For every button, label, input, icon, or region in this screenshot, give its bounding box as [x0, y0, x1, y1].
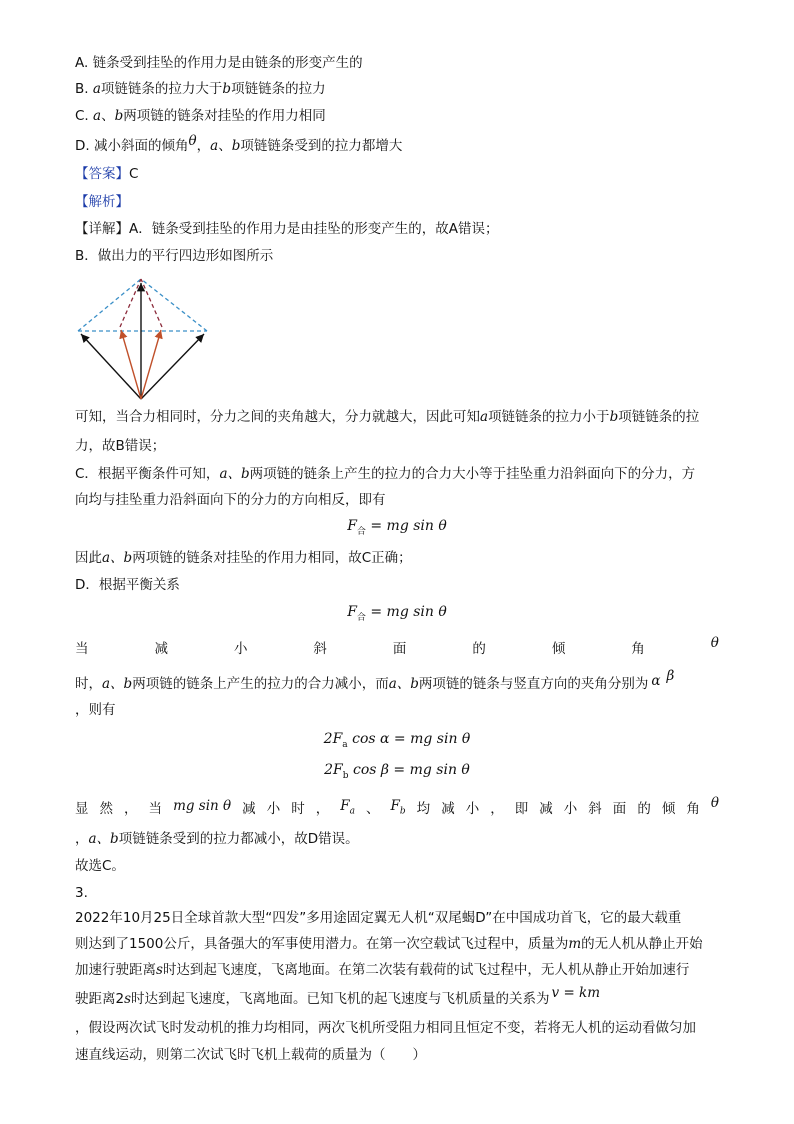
- detail-d-justified-line: 当 减 小 斜 面 的 倾 角 θ: [75, 635, 719, 657]
- question-3-line-5: ，假设两次试飞时发动机的推力均相同，两次飞机所受阻力相同且恒定不变，若将无人机的运动看做匀加: [75, 1020, 696, 1036]
- question-3-line-4: 驶距离2s时达到起飞速度，飞离地面。已知飞机的起飞速度与飞机质量的关系为 v = km: [75, 985, 601, 1007]
- detail-c-text-1: C．根据平衡条件可知，a、b两项链的链条上产生的拉力的合力大小等于挂坠重力沿斜面向下的分力，方: [75, 466, 696, 482]
- formula-alpha: $2F_a$ cos α = mg sin θ: [323, 731, 471, 750]
- detail-c-text-3: 因此a、b两项链的链条对挂坠的作用力相同，故C正确；: [75, 550, 412, 566]
- detail-d-intro: D．根据平衡关系: [75, 577, 180, 593]
- option-d: D. 减小斜面的倾角θ，a、b项链链条受到的拉力都增大: [75, 133, 403, 154]
- answer-value: C: [129, 166, 139, 182]
- option-b: B. a项链链条的拉力大于b项链链条的拉力: [75, 81, 326, 97]
- force-parallelogram-diagram: [72, 275, 214, 403]
- option-a: A. 链条受到挂坠的作用力是由链条的形变产生的: [75, 55, 363, 71]
- blue-dashed-side-right: [141, 279, 207, 331]
- question-3-line-2: 则达到了1500公斤，具备强大的军事使用潜力。在第一次空载试飞过程中，质量为m的无人机从静止开始: [75, 936, 703, 952]
- blue-dashed-side-left: [78, 279, 141, 331]
- detail-b-text-2: 力，故B错误；: [75, 438, 166, 454]
- analysis-line: [75, 193, 129, 211]
- red-dashed-side-right: [141, 279, 162, 327]
- detail-c-text-2: 向均与挂坠重力沿斜面向下的分力的方向相反，即有: [75, 492, 386, 508]
- answer-line: [75, 165, 138, 183]
- question-3-line-6: 速直线运动，则第二次试飞时飞机上载荷的质量为（ ）: [75, 1047, 426, 1063]
- analysis-label: 【解析】: [75, 194, 129, 210]
- conclusion-text-2: ，a、b项链链条受到的拉力都减小，故D错误。: [75, 831, 359, 847]
- option-c: C. a、b两项链的链条对挂坠的作用力相同: [75, 108, 326, 124]
- question-3-line-3: 加速行驶距离s时达到起飞速度，飞离地面。在第二次装有载荷的试飞过程中，无人机从静止开始加速行: [75, 962, 690, 978]
- detail-b-intro: B．做出力的平行四边形如图所示: [75, 248, 274, 264]
- answer-label: 【答案】: [75, 166, 129, 182]
- detail-a: 【详解】A．链条受到挂坠的作用力是由挂坠的形变产生的，故A错误；: [75, 221, 499, 237]
- question-3-number: 3.: [75, 885, 88, 901]
- detail-d-text-3: ，则有: [75, 702, 116, 718]
- formula-resultant-2: $F_合$ = mg sin θ: [347, 604, 447, 623]
- formula-beta: $2F_b$ cos β = mg sin θ: [324, 762, 470, 781]
- question-3-line-1: 2022年10月25日全球首款大型“四发”多用途固定翼无人机“双尾蝎D”在中国成功首飞，它的最大载重: [75, 910, 682, 926]
- red-dashed-side-left: [120, 279, 141, 327]
- conclusion-justified-line: 显 然 ， 当 mg sin θ 减 小 时 ， $F_a$ 、 $F_b$ 均 减 小 ， 即 减 小 斜 面 的 倾 角 θ: [75, 795, 719, 817]
- detail-b-text-1: 可知，当合力相同时，分力之间的夹角越大，分力就越大，因此可知a项链链条的拉力小于b项链链条的拉: [75, 409, 700, 425]
- formula-resultant-1: $F_合$ = mg sin θ: [347, 518, 447, 537]
- final-answer: 故选C。: [75, 858, 125, 874]
- detail-d-text-2: 时，a、b两项链的链条上产生的拉力的合力减小，而a、b两项链的链条与竖直方向的夹角分别为 α β: [75, 668, 675, 692]
